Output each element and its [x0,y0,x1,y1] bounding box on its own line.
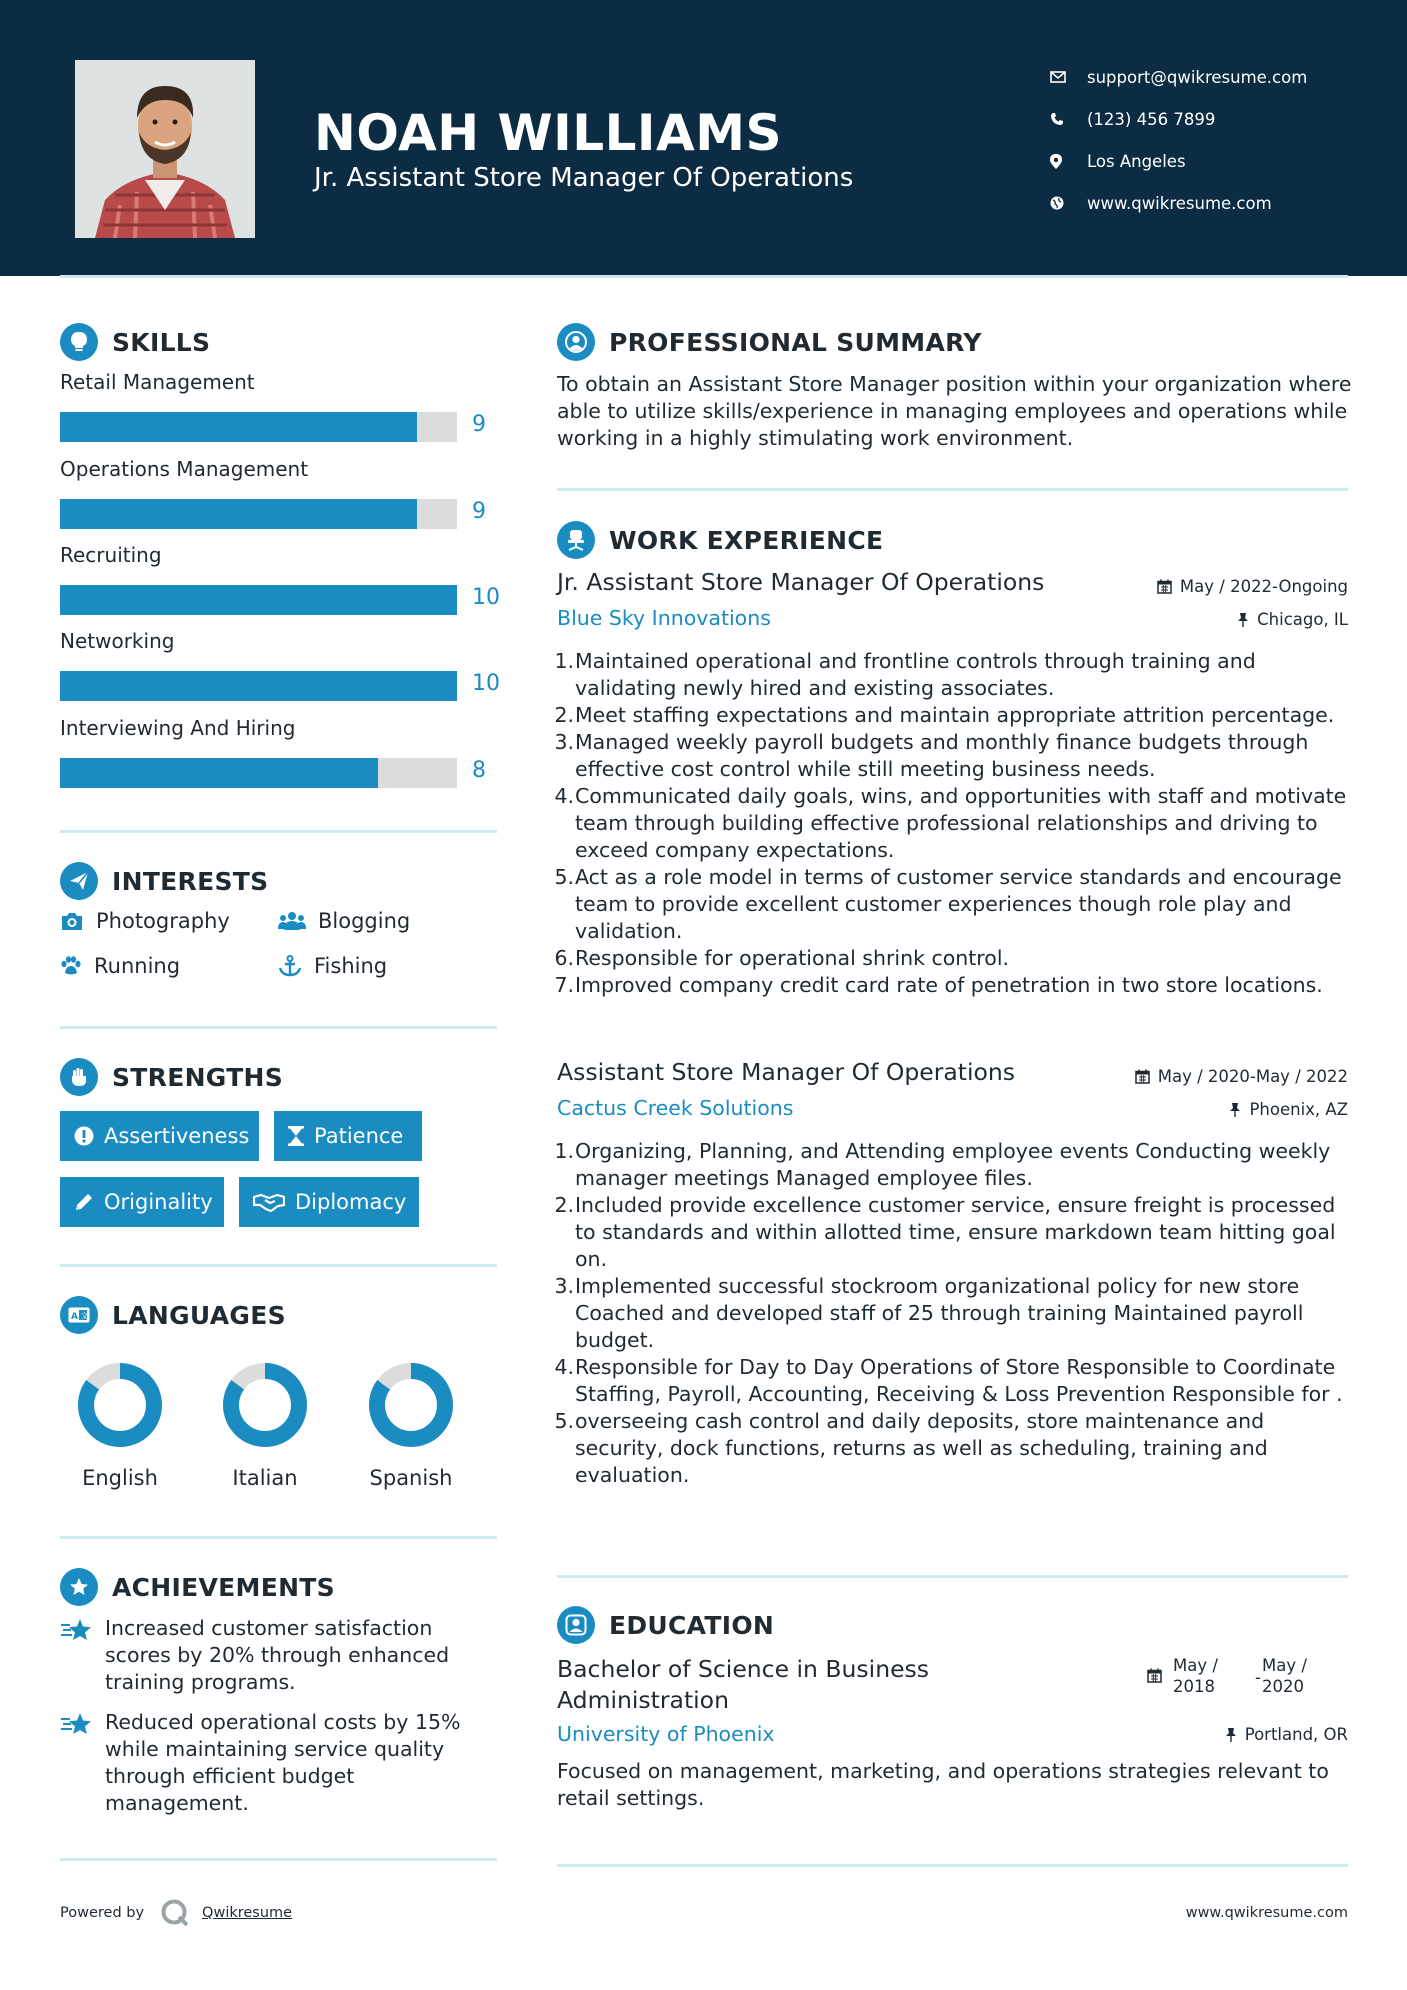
duty-item: 2. Included provide excellence customer service, ensure freight is processed to standards and within allotted time, ensure markdown team hitting goal on. [554,1193,1336,1271]
achievements-title: ACHIEVEMENTS [112,1572,335,1602]
job-location [1237,610,1348,629]
star-icon [60,1709,105,1817]
interest-label: Blogging [318,909,411,933]
strength-label: Patience [314,1124,404,1148]
education-description: Focused on management, marketing, and operations strategies relevant to retail settings. [557,1759,1329,1810]
duty-text: Managed weekly payroll budgets and monthly finance budgets through effective cost control while still meeting business needs. [575,730,1309,781]
interest-label: Fishing [314,954,388,978]
calendar-icon [1147,1668,1162,1687]
language-name: Spanish [369,1466,453,1490]
contact-location [1050,140,1307,182]
lightbulb-icon [60,323,98,361]
duty-item: 4. Communicated daily goals, wins, and opportunities with staff and motivate team through building effective professional relationships and driving to exceed company expectations. [554,784,1347,862]
qwikresume-link[interactable]: Qwikresume [202,1905,293,1921]
office-chair-icon [557,521,595,559]
skill-value: 9 [472,412,486,437]
skill-bar [60,412,457,442]
contact-email-text: support@qwikresume.com [1087,67,1308,87]
map-pin-icon [1050,154,1087,169]
duty-text: Improved company credit card rate of penetration in two store locations. [575,973,1323,997]
pushpin-icon [1237,612,1249,628]
job-company: Cactus Creek Solutions [557,1096,794,1120]
duty-item: 3. Implemented successful stockroom organizational policy for new store Coached and developed staff of 25 through training Maintained payroll budget. [554,1274,1304,1352]
contact-website[interactable] [1050,182,1307,224]
duty-item: 5. Act as a role model in terms of customer service standards and encourage team to provide excellent customer experiences though role play and validation. [554,865,1342,943]
duty-item: 2. Meet staffing expectations and maintain appropriate attrition percentage. [554,703,1335,727]
star-badge-icon [60,1568,98,1606]
skill-value: 10 [472,585,500,610]
experience-title: WORK EXPERIENCE [609,525,884,555]
education-start-year: 2018 [1173,1677,1215,1696]
language-item [205,1362,325,1490]
skill-bar [60,499,457,529]
education-end-date [1262,1655,1307,1697]
qwikresume-logo-icon [160,1898,190,1928]
achievements-divider [60,1858,497,1861]
profile-photo [75,60,255,238]
language-item [60,1362,180,1490]
skills-heading [60,323,210,361]
footer-powered-by [60,1898,292,1928]
education-title: EDUCATION [609,1610,775,1640]
interest-item [278,954,387,978]
interest-label: Running [94,954,181,978]
strength-badge [239,1177,419,1227]
achievement-text: Reduced operational costs by 15% while maintaining service quality through efficient budget management. [105,1710,461,1815]
skill-bar-fill [60,585,457,615]
pushpin-icon [1225,1727,1237,1743]
paw-icon [60,956,82,976]
skill-bar [60,758,457,788]
duty-item: 4. Responsible for Day to Day Operations of Store Responsible to Coordinate Staffing, Payroll, Accounting, Receiving & Loss Prevention Responsible for . [554,1355,1343,1406]
achievement-item [60,1615,480,1696]
skill-bar-fill [60,499,417,529]
experience-divider [557,1575,1348,1578]
duty-text: Organizing, Planning, and Attending employee events Conducting weekly manager meetings Managed employee files. [575,1139,1331,1190]
duty-text: Act as a role model in terms of customer service standards and encourage team to provide excellent customer experiences though role play and validation. [575,865,1342,943]
anchor-icon [278,955,302,977]
job-duties [554,1138,1357,1489]
interest-label: Photography [96,909,230,933]
skill-value: 8 [472,758,486,783]
duty-text: Meet staffing expectations and maintain appropriate attrition percentage. [575,703,1335,727]
skill-item [60,370,500,442]
strength-badge [60,1177,224,1227]
summary-divider [557,488,1348,491]
job-location-text: Chicago, IL [1257,610,1348,629]
duty-text: overseeing cash control and daily deposits, store maintenance and security, dock functions, returns as well as scheduling, training and evaluation. [575,1409,1268,1487]
footer-url[interactable]: www.qwikresume.com [1185,1905,1348,1921]
duty-text: Responsible for Day to Day Operations of Store Responsible to Coordinate Staffing, Payroll, Accounting, Receiving & Loss Prevention Responsible for . [575,1355,1343,1406]
duty-text: Included provide excellence customer service, ensure freight is processed to standards and within allotted time, ensure markdown team hitting goal on. [575,1193,1336,1271]
contact-email[interactable] [1050,56,1307,98]
interest-item [278,909,410,933]
strengths-title: STRENGTHS [112,1062,284,1092]
job-date [1157,577,1348,596]
exclamation-icon [74,1126,94,1146]
graduate-icon [557,1606,595,1644]
users-icon [278,911,306,931]
skill-item [60,543,500,615]
skills-divider [60,830,497,833]
camera-icon [60,911,84,931]
contact-phone-text: (123) 456 7899 [1087,109,1216,129]
svg-text:文: 文 [80,1311,89,1321]
education-date-dash: - [1255,1668,1261,1687]
hourglass-icon [288,1126,304,1146]
svg-text:A: A [71,1312,78,1322]
phone-icon [1050,112,1087,126]
contact-phone[interactable] [1050,98,1307,140]
job-title: Assistant Store Manager Of Operations [557,1058,1016,1086]
strengths-heading [60,1058,283,1096]
strength-badge [274,1111,422,1161]
candidate-title: Jr. Assistant Store Manager Of Operations [314,163,854,193]
education-end-year: 2020 [1262,1677,1304,1696]
skill-name: Operations Management [60,457,309,481]
education-school: University of Phoenix [557,1722,775,1746]
education-heading [557,1606,774,1644]
job-location [1229,1100,1348,1119]
skill-value: 10 [472,671,500,696]
job-title: Jr. Assistant Store Manager Of Operations [557,568,1045,596]
interests-divider [60,1026,497,1029]
skill-bar-fill [60,758,378,788]
candidate-name: NOAH WILLIAMS [314,104,782,162]
languages-heading [60,1296,286,1334]
duty-item: 7. Improved company credit card rate of penetration in two store locations. [554,973,1323,997]
pencil-icon [74,1192,94,1212]
language-icon [60,1296,98,1334]
languages-divider [60,1536,497,1539]
duty-text: Responsible for operational shrink control. [575,946,1010,970]
calendar-icon [1157,579,1172,594]
language-donut [368,1362,454,1448]
resume-header [0,0,1407,276]
paper-plane-icon [60,862,98,900]
summary-text: To obtain an Assistant Store Manager position within your organization where able to utilize skills/experience in managing employees and operations while working in a highly stimulating work environment. [557,372,1352,450]
skill-bar-fill [60,671,457,701]
duty-item: 1. Maintained operational and frontline controls through training and validating newly hired and existing associates. [554,649,1256,700]
duty-item: 6. Responsible for operational shrink control. [554,946,1010,970]
language-donut [77,1362,163,1448]
job-location-text: Phoenix, AZ [1249,1100,1348,1119]
language-name: Italian [232,1466,298,1490]
job-date-text: May / 2022-Ongoing [1179,577,1348,596]
skill-item [60,716,500,788]
duty-item: 1. Organizing, Planning, and Attending employee events Conducting weekly manager meetings Managed employee files. [554,1139,1331,1190]
skill-bar [60,585,457,615]
job-date [1135,1067,1348,1086]
envelope-icon [1050,71,1087,83]
skill-name: Recruiting [60,543,162,567]
duty-text: Communicated daily goals, wins, and opportunities with staff and motivate team through building effective professional relationships and driving to exceed company expectations. [575,784,1347,862]
education-location-text: Portland, OR [1244,1725,1348,1744]
skill-name: Networking [60,629,175,653]
user-icon [557,323,595,361]
interest-item [60,954,180,978]
job-duties [554,648,1357,999]
contact-location-text: Los Angeles [1087,151,1186,171]
contact-list [1050,56,1307,224]
globe-icon [1050,196,1087,210]
duty-item: 5. overseeing cash control and daily deposits, store maintenance and security, dock functions, returns as well as scheduling, training and evaluation. [554,1409,1268,1487]
strengths-divider [60,1264,497,1267]
education-location [1225,1725,1348,1744]
language-item [351,1362,471,1490]
strength-label: Diplomacy [295,1190,407,1214]
language-name: English [82,1466,158,1490]
language-donut [222,1362,308,1448]
powered-by-text: Powered by [60,1905,145,1921]
education-degree: Bachelor of Science in Business Administration [557,1655,930,1714]
skill-value: 9 [472,499,486,524]
strength-badge [60,1111,259,1161]
education-start-month: May / [1173,1656,1218,1675]
duty-text: Maintained operational and frontline controls through training and validating newly hired and existing associates. [575,649,1256,700]
achievements-heading [60,1568,335,1606]
header-divider [60,275,1348,278]
interests-title: INTERESTS [112,866,269,896]
duty-text: Implemented successful stockroom organizational policy for new store Coached and developed staff of 25 through training Maintained payroll budget. [575,1274,1304,1352]
star-icon [60,1615,105,1696]
skill-name: Interviewing And Hiring [60,716,296,740]
calendar-icon [1135,1069,1150,1084]
education-end-month: May / [1262,1656,1307,1675]
interests-heading [60,862,268,900]
experience-heading [557,521,883,559]
skills-title: SKILLS [112,327,211,357]
duty-item: 3. Managed weekly payroll budgets and monthly finance budgets through effective cost control while still meeting business needs. [554,730,1309,781]
skill-item [60,629,500,701]
strength-label: Assertiveness [104,1124,250,1148]
skill-bar [60,671,457,701]
contact-website-text: www.qwikresume.com [1087,193,1272,213]
handshake-icon [253,1192,285,1212]
strength-label: Originality [104,1190,213,1214]
skill-bar-fill [60,412,417,442]
summary-heading [557,323,982,361]
skill-name: Retail Management [60,370,255,394]
summary-title: PROFESSIONAL SUMMARY [609,327,982,357]
achievement-text: Increased customer satisfaction scores by 20% through enhanced training programs. [105,1616,450,1694]
interest-item [60,909,230,933]
skill-item [60,457,500,529]
education-divider [557,1864,1348,1867]
languages-title: LANGUAGES [112,1300,286,1330]
achievement-item [60,1709,480,1817]
job-date-text: May / 2020-May / 2022 [1157,1067,1348,1086]
education-start-date [1173,1655,1218,1697]
pushpin-icon [1229,1102,1241,1118]
job-company: Blue Sky Innovations [557,606,771,630]
fist-icon [60,1058,98,1096]
